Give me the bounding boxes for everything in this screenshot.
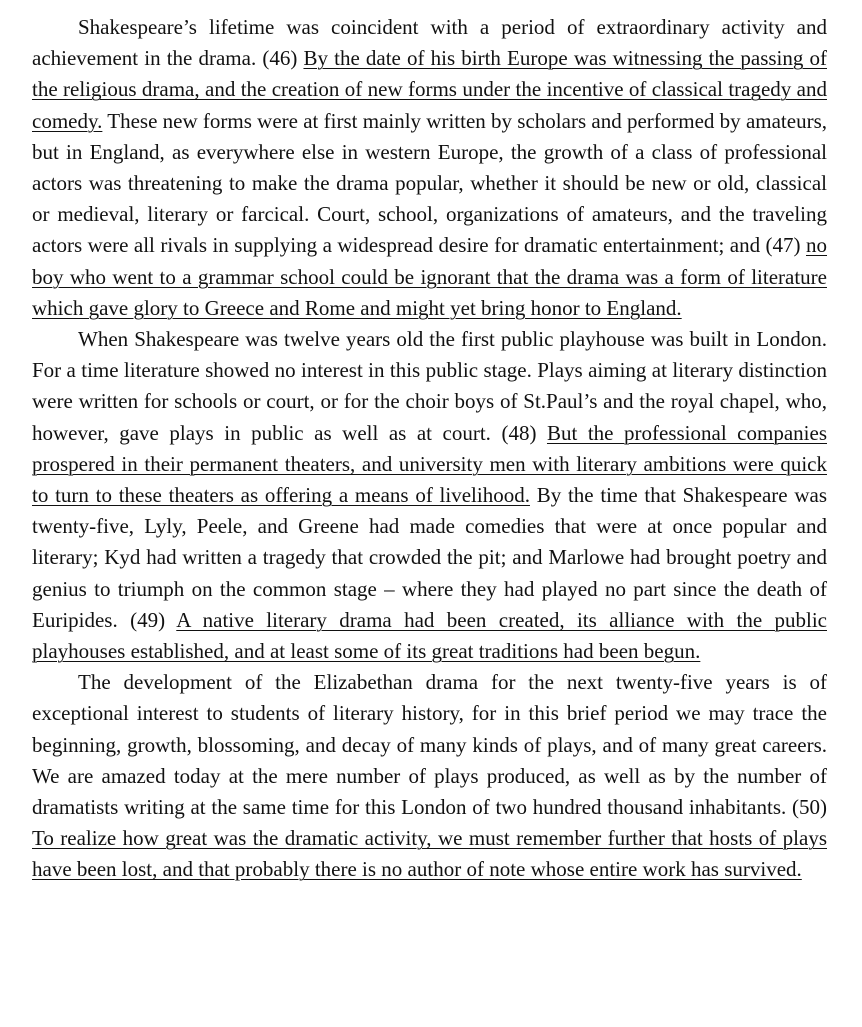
- underlined-sentence-48: But the professional companies prospered in their permanent theaters, and university men with literary ambitions were quick to turn to these theaters as offering a means of livelihood.: [32, 420, 827, 508]
- paragraph-2: [32, 324, 827, 667]
- text-segment: By the time that Shakespeare was twenty-five, Lyly, Peele, and Greene had made comedies that were at once popular and literary; Kyd had written a tragedy that crowded the pit; and Marlowe had brought poetry and genius to triumph on the common stage – where they had played no part since the death of Euripides. (49): [32, 483, 827, 632]
- underlined-sentence-50: To realize how great was the dramatic activity, we must remember further that hosts of plays have been lost, and that probably there is no author of note whose entire work has survived.: [32, 826, 827, 882]
- text-segment: These new forms were at first mainly written by scholars and performed by amateurs, but in England, as everywhere else in western Europe, the growth of a class of professional actors was threatening to make the drama popular, whether it should be new or old, classical or medieval, literary or farcical. Court, school, organizations of amateurs, and the traveling actors were all rivals in supplying a widespread desire for dramatic entertainment; and (47): [32, 108, 827, 258]
- underlined-sentence-46: By the date of his birth Europe was witnessing the passing of the religious drama, and the creation of new forms under the incentive of classical tragedy and comedy.: [32, 46, 827, 133]
- document-page: [32, 12, 827, 886]
- underlined-sentence-49: A native literary drama had been created, its alliance with the public playhouses established, and at least some of its great traditions had been begun.: [32, 607, 827, 664]
- paragraph-1: [32, 12, 827, 324]
- paragraph-3: [32, 667, 827, 885]
- text-segment: Shakespeare’s lifetime was coincident with a period of extraordinary activity and achievement in the drama. (46): [32, 15, 827, 71]
- text-segment: The development of the Elizabethan drama for the next twenty-five years is of exceptional interest to students of literary history, for in this brief period we may trace the beginning, growth, blossoming, and decay of many kinds of plays, and of many great careers. We are amazed today at the mere number of plays produced, as well as by the number of dramatists writing at the same time for this London of two hundred thousand inhabitants. (50): [32, 670, 827, 820]
- text-segment: When Shakespeare was twelve years old the first public playhouse was built in London. For a time literature showed no interest in this public stage. Plays aiming at literary distinction were written for schools or court, or for the choir boys of St.Paul’s and the royal chapel, who, however, gave plays in public as well as at court. (48): [32, 327, 827, 445]
- underlined-sentence-47: no boy who went to a grammar school could be ignorant that the drama was a form of literature which gave glory to Greece and Rome and might yet bring honor to England.: [32, 233, 827, 320]
